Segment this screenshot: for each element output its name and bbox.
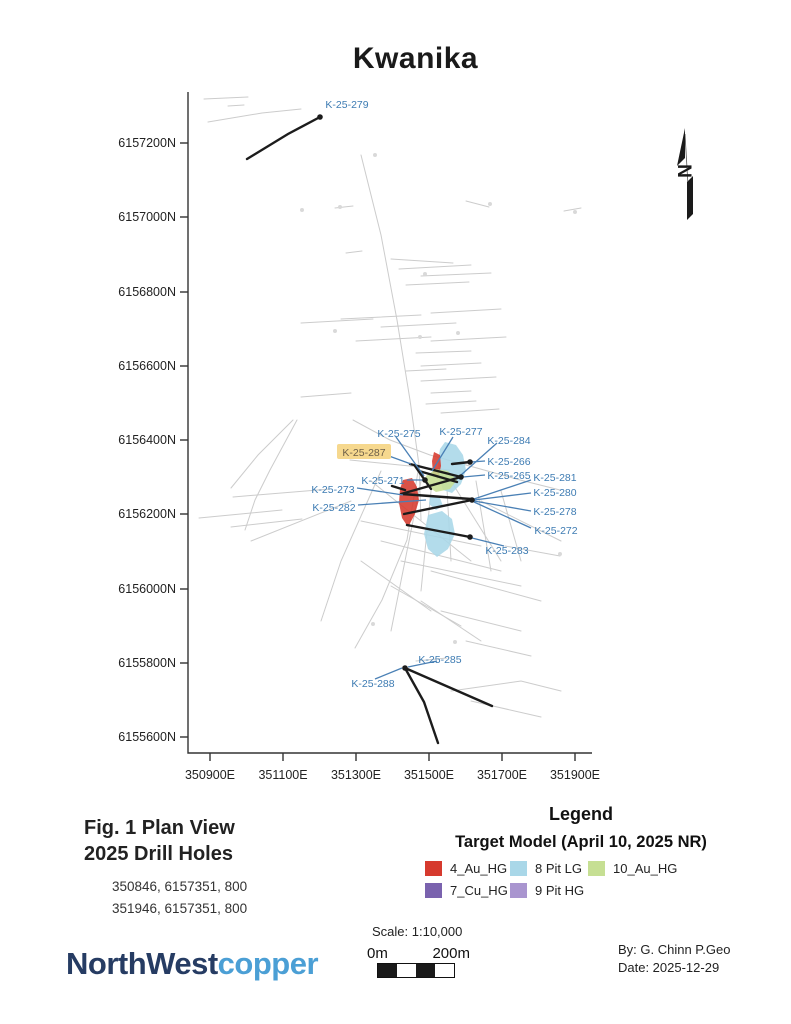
drill-collar-dot — [422, 477, 428, 483]
scale-bar-segment — [435, 964, 454, 977]
northwest-copper-logo — [66, 946, 318, 982]
y-axis-tick-label: 6156000N — [118, 582, 176, 596]
logo-text-northwest: NorthWest — [66, 946, 218, 981]
drill-hole-label: K-25-279 — [325, 99, 369, 111]
legend-swatch — [425, 883, 442, 898]
historic-hole-trace — [431, 337, 506, 341]
historic-hole-trace — [208, 109, 301, 122]
drill-collar-dot — [458, 474, 464, 480]
historic-collar-dot — [300, 208, 304, 212]
legend-item-7-cu-hg — [425, 883, 510, 898]
drill-collar-dot — [467, 534, 473, 540]
y-axis-tick-label: 6156600N — [118, 359, 176, 373]
historic-collar-dot — [453, 640, 457, 644]
legend-label: 9 Pit HG — [535, 882, 585, 898]
x-axis-tick-label: 351300E — [330, 768, 382, 782]
historic-hole-trace — [301, 393, 351, 397]
historic-hole-trace — [466, 641, 531, 656]
x-axis-tick-label: 351900E — [549, 768, 601, 782]
historic-hole-trace — [451, 681, 561, 691]
historic-hole-trace — [335, 206, 353, 208]
historic-hole-trace — [199, 510, 282, 518]
historic-collar-dot — [373, 153, 377, 157]
drill-hole-label: K-25-273 — [311, 484, 355, 496]
legend-label: 7_Cu_HG — [450, 882, 508, 898]
legend-label: 8 Pit LG — [535, 860, 582, 876]
scale-bar-start-label: 0m — [367, 945, 388, 962]
historic-hole-trace — [471, 701, 541, 717]
logo-text-copper: copper — [217, 946, 319, 981]
scale-bar-end-label: 200m — [432, 945, 470, 962]
historic-hole-trace — [441, 409, 499, 413]
drill-hole-label: K-25-281 — [533, 472, 577, 484]
drill-collar-dot — [317, 114, 323, 120]
historic-hole-trace — [401, 561, 521, 586]
legend-label: 4_Au_HG — [450, 860, 508, 876]
legend-item-8-pit-lg — [510, 861, 588, 876]
credits — [618, 941, 731, 977]
historic-hole-trace — [231, 519, 302, 527]
drill-collar-dot — [402, 665, 408, 671]
drill-hole-label: K-25-283 — [485, 545, 529, 557]
historic-hole-trace — [361, 521, 481, 546]
page-title: Kwanika — [352, 42, 479, 75]
drill-hole-label: K-25-271 — [361, 475, 405, 487]
historic-collar-dot — [371, 622, 375, 626]
legend — [400, 804, 762, 901]
credit-author: By: G. Chinn P.Geo — [618, 942, 731, 957]
drill-hole-label: K-25-278 — [533, 506, 577, 518]
drill-hole-label: K-25-265 — [487, 470, 531, 482]
scale-ratio-text: Scale: 1:10,000 — [372, 924, 463, 939]
historic-hole-trace — [421, 377, 496, 381]
scale-bar-segment — [378, 964, 397, 977]
historic-collar-dot — [488, 202, 492, 206]
historic-drill-holes — [199, 97, 581, 717]
drill-hole-label: K-25-266 — [487, 456, 531, 468]
drill-collar-dot — [467, 459, 473, 465]
legend-item-9-pit-hg — [510, 883, 588, 898]
figure-caption-line1: Fig. 1 Plan View — [84, 817, 235, 839]
y-axis-tick-label: 6157200N — [118, 136, 176, 150]
legend-title: Target Model (April 10, 2025 NR) — [455, 833, 707, 851]
scale-bar-segment — [397, 964, 416, 977]
historic-hole-trace — [466, 201, 489, 207]
scale-bar-segment — [416, 964, 435, 977]
north-arrow-icon — [655, 122, 715, 222]
y-axis-tick-label: 6156400N — [118, 433, 176, 447]
historic-hole-trace — [406, 282, 469, 285]
drill-hole-label: K-25-282 — [312, 502, 356, 514]
north-arrow-top-blade — [677, 128, 685, 166]
label-leader-line — [463, 475, 485, 477]
historic-hole-trace — [381, 323, 456, 327]
x-axis-tick-label: 351500E — [403, 768, 455, 782]
label-leader-line — [389, 456, 411, 464]
historic-hole-trace — [564, 208, 581, 211]
north-arrow-bottom-blade — [687, 176, 693, 220]
historic-hole-trace — [245, 420, 297, 530]
scale-block — [367, 924, 487, 978]
legend-item-10-au-hg — [588, 861, 677, 876]
historic-hole-trace — [346, 251, 362, 253]
historic-hole-trace — [431, 571, 541, 601]
y-axis-tick-label: 6155600N — [118, 730, 176, 744]
x-axis-tick-label: 351700E — [476, 768, 528, 782]
y-axis-tick-label: 6157000N — [118, 210, 176, 224]
drill-hole-label: K-25-277 — [439, 426, 483, 438]
historic-hole-trace — [204, 97, 248, 99]
historic-hole-trace — [391, 259, 453, 263]
figure-caption-line2: 2025 Drill Holes — [84, 843, 233, 865]
historic-collar-dot — [423, 272, 427, 276]
historic-collar-dot — [573, 210, 577, 214]
map-corner-coordinate-2: 351946, 6157351, 800 — [112, 901, 248, 916]
historic-hole-trace — [228, 105, 244, 106]
x-axis-tick-label: 350900E — [184, 768, 236, 782]
credit-date: Date: 2025-12-29 — [618, 960, 720, 975]
historic-collar-dot — [456, 331, 460, 335]
drill-hole-label: K-25-272 — [534, 525, 578, 537]
drill-collar-dot — [469, 497, 475, 503]
historic-collar-dot — [418, 335, 422, 339]
drill-hole-trace — [247, 117, 320, 159]
north-arrow-label: N — [672, 164, 694, 178]
legend-item-4-au-hg — [425, 861, 510, 876]
historic-hole-trace — [426, 401, 476, 404]
drill-hole-label: K-25-275 — [377, 428, 421, 440]
y-axis-tick-label: 6156800N — [118, 285, 176, 299]
legend-label: 10_Au_HG — [613, 860, 678, 876]
legend-swatch — [510, 883, 527, 898]
historic-collar-dot — [558, 552, 562, 556]
historic-hole-trace — [301, 319, 373, 323]
historic-collar-dot — [333, 329, 337, 333]
drill-hole-label: K-25-287 — [342, 447, 386, 459]
map-corner-coordinate-1: 350846, 6157351, 800 — [112, 879, 248, 894]
historic-collar-dot — [338, 205, 342, 209]
historic-hole-trace — [416, 351, 471, 353]
label-leader-line — [357, 488, 403, 495]
label-leader-line — [471, 461, 485, 462]
historic-hole-trace — [399, 265, 471, 269]
scale-bar — [377, 963, 455, 978]
drill-hole-label: K-25-285 — [418, 654, 462, 666]
label-leader-line — [396, 437, 424, 476]
historic-hole-trace — [421, 601, 481, 641]
x-axis-tick-label: 351100E — [258, 768, 308, 782]
historic-hole-trace — [341, 315, 421, 319]
historic-hole-trace — [231, 420, 293, 488]
historic-hole-trace — [406, 369, 446, 371]
drill-hole-label: K-25-288 — [351, 678, 395, 690]
legend-swatch — [588, 861, 605, 876]
historic-hole-trace — [421, 273, 491, 276]
y-axis-tick-label: 6156200N — [118, 507, 176, 521]
y-axis-tick-label: 6155800N — [118, 656, 176, 670]
drill-hole-label: K-25-284 — [487, 435, 531, 447]
drill-hole-label: K-25-280 — [533, 487, 577, 499]
legend-swatch — [510, 861, 527, 876]
historic-hole-trace — [431, 391, 471, 393]
figure-caption — [84, 815, 247, 920]
historic-hole-trace — [421, 363, 481, 366]
legend-heading: Legend — [548, 804, 613, 824]
drill-hole-labels — [311, 99, 577, 690]
legend-swatch — [425, 861, 442, 876]
historic-hole-trace — [431, 309, 501, 313]
historic-hole-trace — [391, 586, 461, 626]
drill-collar-dots — [317, 114, 475, 671]
